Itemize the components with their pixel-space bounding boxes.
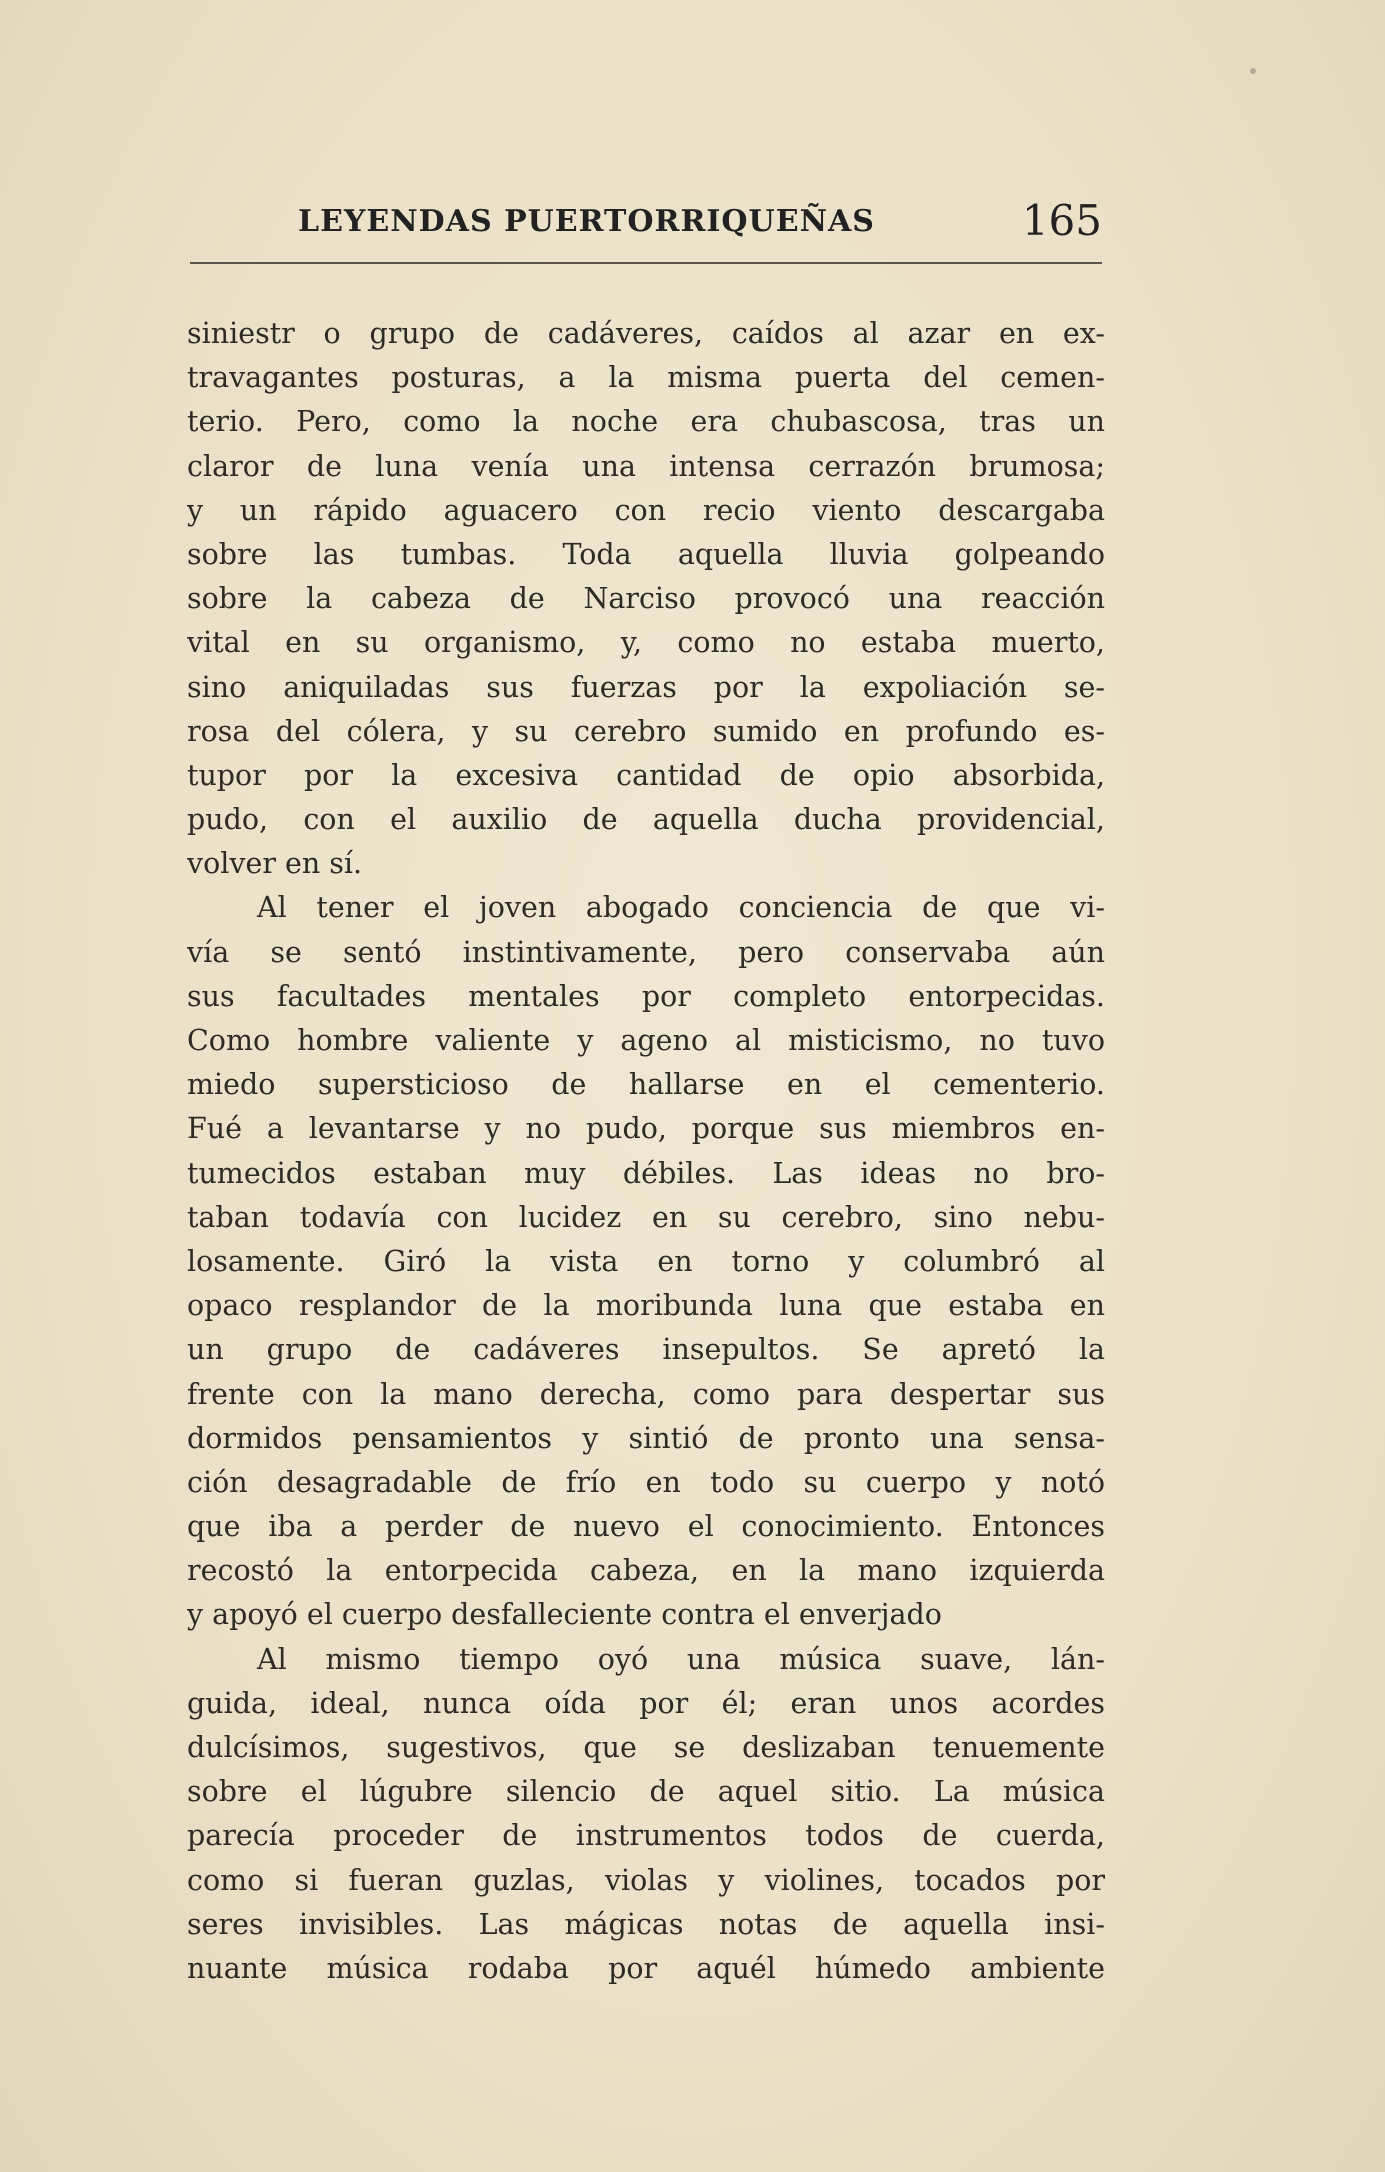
text-line: tumecidos estaban muy débiles. Las ideas no bro- [187,1156,1105,1190]
running-title: LEYENDAS PUERTORRIQUEÑAS [298,204,875,239]
paper-speck [1250,68,1256,74]
text-line: ción desagradable de frío en todo su cuerpo y notó [187,1465,1105,1499]
text-line: dormidos pensamientos y sintió de pronto una sensa- [187,1421,1105,1455]
header-rule [190,262,1102,264]
text-line: vital en su organismo, y, como no estaba muerto, [187,626,1105,660]
text-line: recostó la entorpecida cabeza, en la mano izquierda [187,1554,1105,1588]
text-line: como si fueran guzlas, violas y violines, tocados por [187,1863,1105,1897]
text-line: travagantes posturas, a la misma puerta del cemen- [187,361,1105,395]
text-line: sobre el lúgubre silencio de aquel sitio. La música [187,1775,1105,1809]
page-number: 165 [1021,196,1102,245]
text-line: opaco resplandor de la moribunda luna que estaba en [187,1289,1105,1323]
text-line: un grupo de cadáveres insepultos. Se apretó la [187,1333,1105,1367]
text-line: nuante música rodaba por aquél húmedo ambiente [187,1951,1105,1985]
text-line: sus facultades mentales por completo entorpecidas. [187,979,1105,1013]
text-line: guida, ideal, nunca oída por él; eran unos acordes [187,1686,1105,1720]
text-line: dulcísimos, sugestivos, que se deslizaban tenuemente [187,1731,1105,1764]
text-line: tupor por la excesiva cantidad de opio absorbida, [187,758,1105,792]
text-line: miedo supersticioso de hallarse en el cementerio. [187,1068,1105,1102]
text-line: Fué a levantarse y no pudo, porque sus miembros en- [187,1112,1105,1146]
text-line: sino aniquiladas sus fuerzas por la expoliación se- [187,670,1105,704]
text-line: rosa del cólera, y su cerebro sumido en profundo es- [187,714,1105,748]
text-line: parecía proceder de instrumentos todos de cuerda, [187,1819,1105,1853]
text-line: claror de luna venía una intensa cerrazón brumosa; [187,449,1105,483]
text-line: siniestr o grupo de cadáveres, caídos al azar en ex- [187,317,1105,350]
text-line-paragraph-end: y apoyó el cuerpo desfalleciente contra el enverjado [187,1598,942,1632]
text-line-paragraph-start: Al mismo tiempo oyó una música suave, lán- [257,1642,1105,1676]
text-line: sobre la cabeza de Narciso provocó una reacción [187,582,1105,616]
text-line: frente con la mano derecha, como para despertar sus [187,1377,1105,1411]
text-line: taban todavía con lucidez en su cerebro, sino nebu- [187,1200,1105,1234]
body-text [187,312,1105,1991]
page-header [190,196,1102,256]
text-line: sobre las tumbas. Toda aquella lluvia golpeando [187,537,1105,571]
text-line: losamente. Giró la vista en torno y columbró al [187,1244,1105,1278]
text-line: y un rápido aguacero con recio viento descargaba [187,493,1105,527]
text-line-paragraph-start: Al tener el joven abogado conciencia de que vi- [257,891,1105,925]
text-line: que iba a perder de nuevo el conocimiento. Entonces [187,1510,1105,1544]
text-line: pudo, con el auxilio de aquella ducha providencial, [187,803,1105,837]
text-line: terio. Pero, como la noche era chubascosa, tras un [187,405,1105,439]
text-line: Como hombre valiente y ageno al misticismo, no tuvo [187,1024,1105,1057]
text-line: vía se sentó instintivamente, pero conservaba aún [187,935,1105,969]
text-line-paragraph-end: volver en sí. [187,847,363,881]
text-line: seres invisibles. Las mágicas notas de aquella insi- [187,1907,1105,1941]
